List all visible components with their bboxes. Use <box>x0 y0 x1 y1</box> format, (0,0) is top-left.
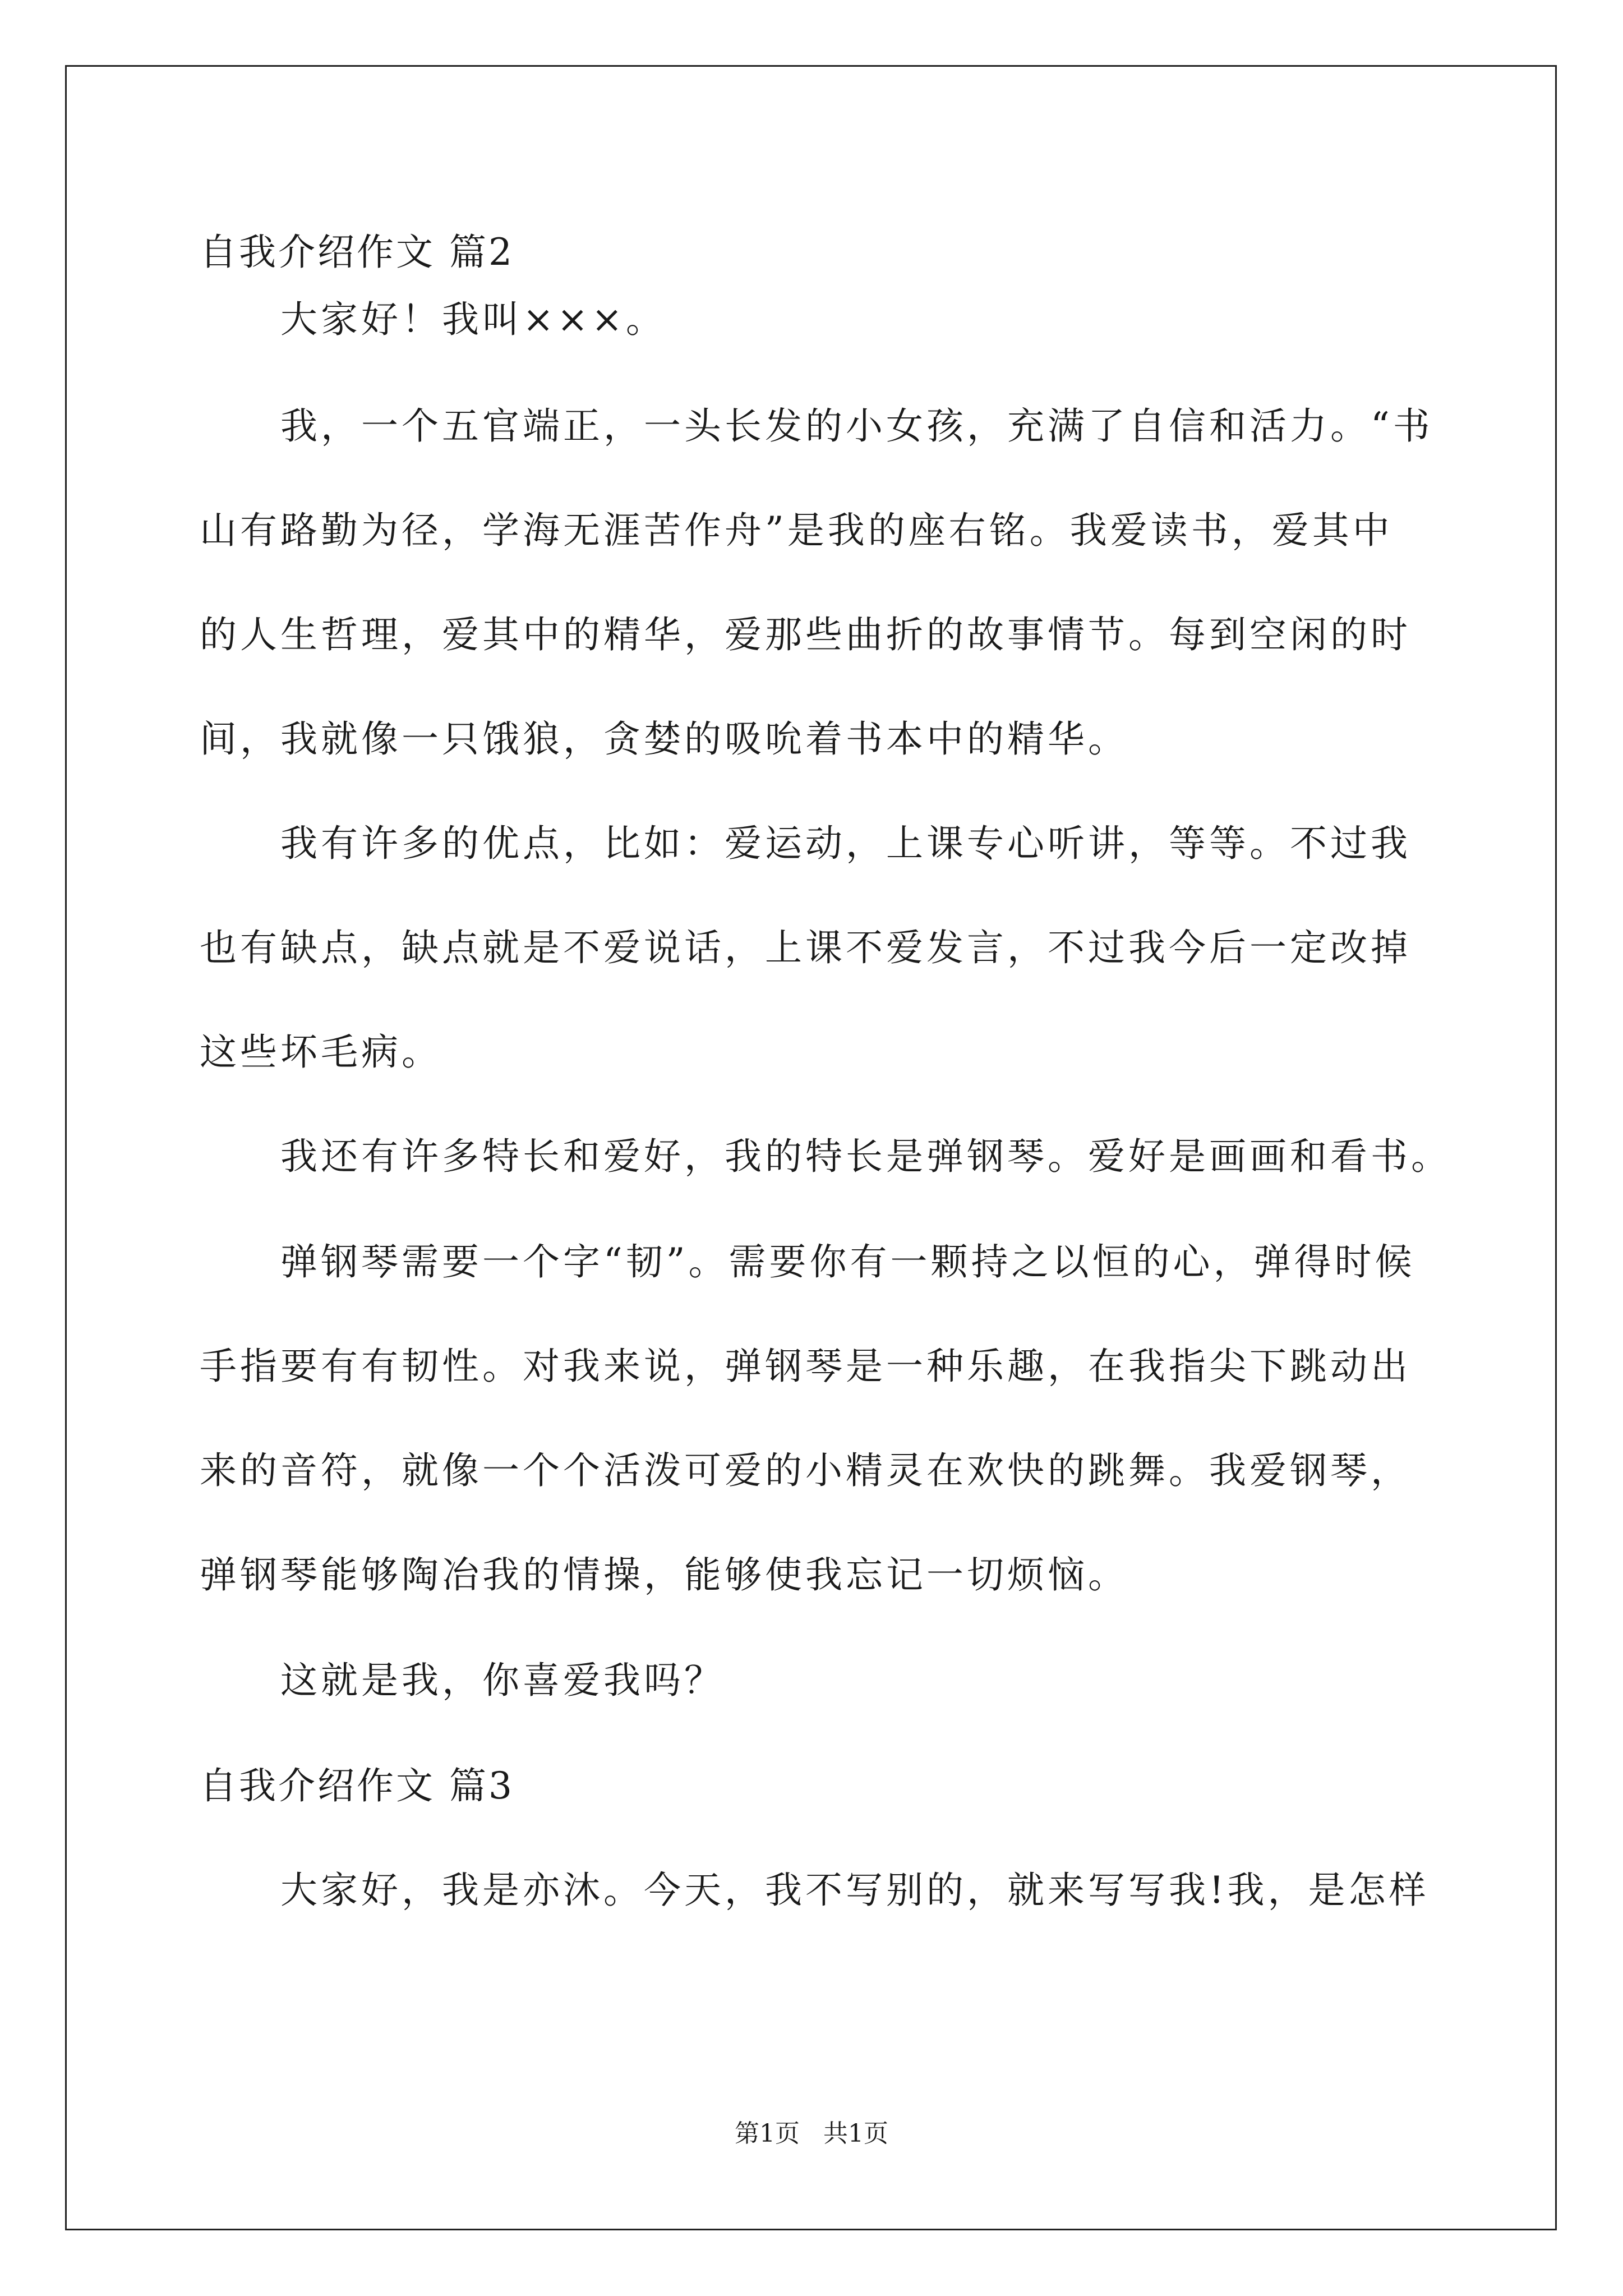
paragraph-line: 这就是我，你喜爱我吗？ <box>280 1659 725 1702</box>
paragraph-line: 的人生哲理，爱其中的精华，爱那些曲折的故事情节。每到空闲的时 <box>200 613 1411 656</box>
page-footer: 第1页 共1页 <box>735 2119 888 2148</box>
section-heading-2: 自我介绍作文 篇2 <box>200 231 514 274</box>
paragraph-line: 手指要有有韧性。对我来说，弹钢琴是一种乐趣，在我指尖下跳动出 <box>200 1345 1411 1388</box>
paragraph-line: 来的音符，就像一个个活泼可爱的小精灵在欢快的跳舞。我爱钢琴， <box>200 1449 1411 1492</box>
paragraph-line: 我还有许多特长和爱好，我的特长是弹钢琴。爱好是画画和看书。 <box>280 1135 1451 1178</box>
paragraph-line: 我有许多的优点，比如：爱运动，上课专心听讲，等等。不过我 <box>280 822 1411 865</box>
section-heading-3: 自我介绍作文 篇3 <box>200 1764 514 1807</box>
paragraph-line: 我，一个五官端正，一头长发的小女孩，充满了自信和活力。“书 <box>280 404 1433 448</box>
paragraph-line: 也有缺点，缺点就是不爱说话，上课不爱发言，不过我今后一定改掉 <box>200 926 1411 969</box>
paragraph-line: 大家好！我叫×××。 <box>280 298 666 341</box>
paragraph-line: 山有路勤为径，学海无涯苦作舟”是我的座右铭。我爱读书，爱其中 <box>200 509 1393 552</box>
paragraph-line: 这些坏毛病。 <box>200 1030 442 1074</box>
paragraph-line: 弹钢琴能够陶冶我的情操，能够使我忘记一切烦恼。 <box>200 1553 1128 1596</box>
paragraph-line: 弹钢琴需要一个字“韧”。需要你有一颗持之以恒的心，弹得时候 <box>280 1240 1415 1283</box>
paragraph-line: 大家好，我是亦沐。今天，我不写别的，就来写写我!我，是怎样 <box>280 1869 1430 1912</box>
paragraph-line: 间，我就像一只饿狼，贪婪的吸吮着书本中的精华。 <box>200 717 1128 761</box>
